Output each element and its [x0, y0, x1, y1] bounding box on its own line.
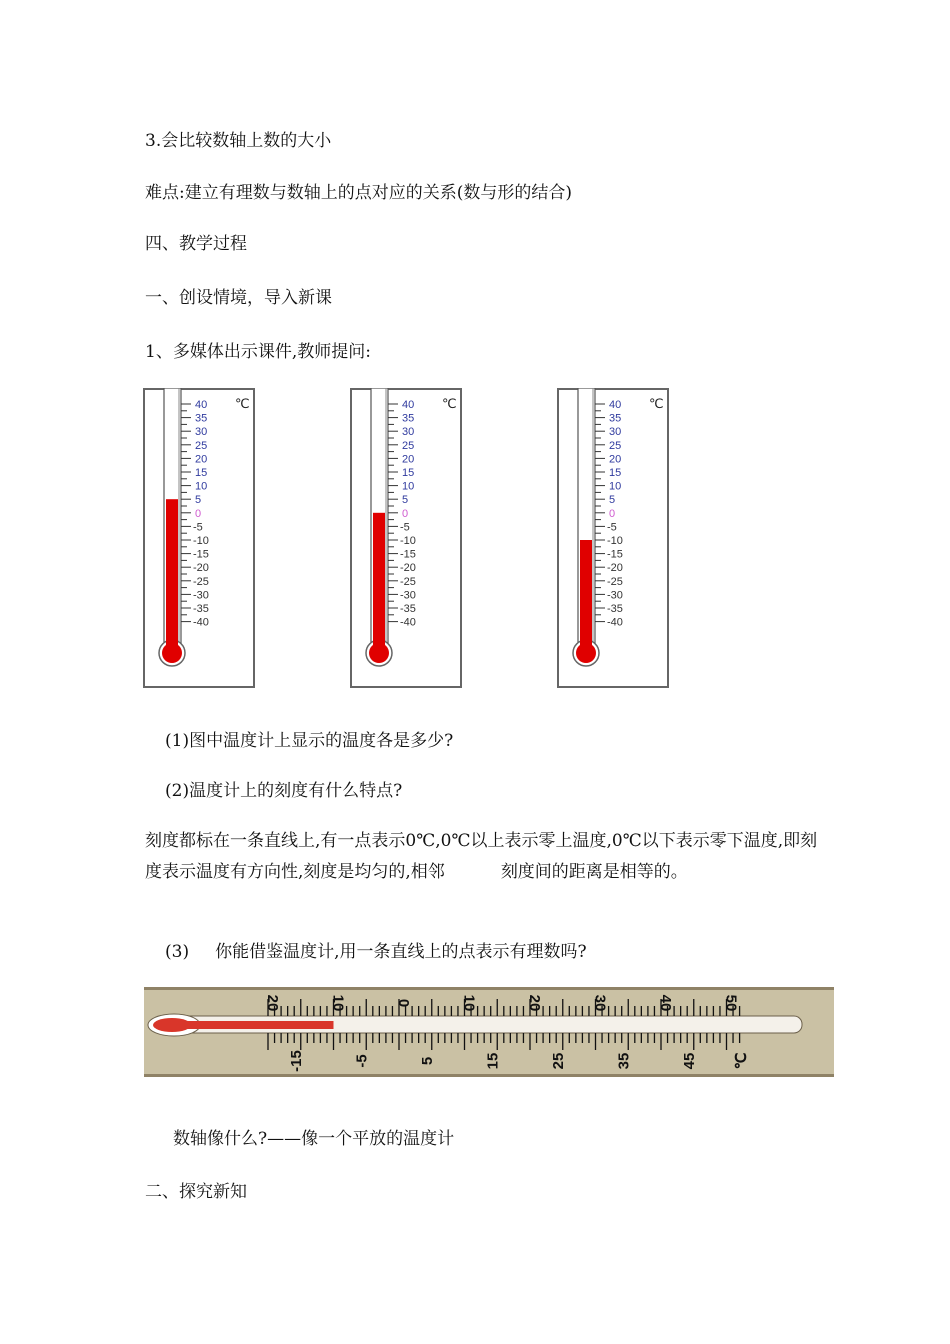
lower-scale-label: -15	[287, 1050, 305, 1072]
scale-label: -25	[193, 575, 209, 588]
thermometer-1	[143, 388, 256, 690]
scale-label: -30	[607, 589, 623, 602]
upper-scale-label: 20	[526, 994, 543, 1012]
number-line-analogy: 数轴像什么?——像一个平放的温度计	[173, 1129, 455, 1149]
scale-label: 30	[609, 426, 622, 439]
scale-label: -25	[400, 575, 416, 588]
scale-label: -20	[607, 562, 623, 575]
scale-label: 15	[609, 467, 622, 479]
thermometer-3	[557, 388, 670, 690]
unit-label: ℃	[442, 397, 457, 412]
scale-label: 35	[402, 412, 415, 425]
border-top	[144, 987, 834, 990]
scale-label: -35	[607, 603, 623, 615]
scale-label: -5	[193, 521, 203, 534]
thermometer-liquid-column	[373, 513, 385, 650]
scale-label: -10	[193, 535, 209, 547]
scale-label: 15	[195, 467, 208, 479]
lower-scale-label: ℃	[733, 1052, 751, 1070]
scale-label: 20	[609, 453, 622, 466]
part-heading-explore: 二、探究新知	[145, 1182, 247, 1202]
scale-label: -35	[193, 603, 209, 615]
liquid-column	[172, 1021, 334, 1029]
scale-label: 15	[402, 467, 415, 479]
scale-label: 25	[402, 439, 415, 452]
scale-label: 10	[609, 480, 622, 493]
scale-label: -5	[400, 521, 410, 534]
scale-label: -20	[193, 562, 209, 575]
upper-scale-label: 50	[722, 994, 740, 1012]
scale-label: 35	[609, 412, 622, 425]
upper-scale-label: 0	[395, 998, 412, 1008]
question-3-number: (3)	[165, 942, 190, 962]
objective-3: 3.会比较数轴上数的大小	[145, 131, 332, 151]
scale-label: -40	[400, 616, 416, 629]
scale-label: -10	[607, 535, 623, 547]
scale-label: -10	[400, 535, 416, 547]
scale-label: -5	[607, 521, 617, 534]
scale-label: 20	[402, 453, 415, 466]
scale-label: 20	[195, 453, 208, 466]
scale-label: -40	[193, 616, 209, 629]
scale-label: 5	[402, 494, 409, 507]
scale-label: -30	[193, 589, 209, 602]
scale-label: -35	[400, 603, 416, 615]
scale-label: 30	[195, 426, 208, 439]
question-2: (2)温度计上的刻度有什么特点?	[165, 781, 403, 801]
lower-scale-label: -5	[353, 1054, 371, 1068]
scale-label: 5	[195, 494, 202, 507]
section-heading-teaching-process: 四、教学过程	[145, 234, 247, 254]
scale-label: 40	[609, 399, 622, 411]
scale-label: 40	[402, 399, 415, 411]
scale-label: -15	[607, 548, 623, 561]
unit-label: ℃	[649, 397, 664, 412]
scale-label: 0	[195, 507, 202, 520]
scale-label: 35	[195, 412, 208, 425]
scale-label: 0	[609, 507, 616, 520]
answer-paragraph	[145, 826, 820, 888]
scale-label: 30	[402, 426, 415, 439]
unit-label: ℃	[235, 397, 250, 412]
question-3	[165, 942, 587, 962]
scale-label: -30	[400, 589, 416, 602]
question-1: (1)图中温度计上显示的温度各是多少?	[165, 731, 454, 751]
lower-scale-label: 35	[615, 1052, 633, 1070]
scale-label: -25	[607, 575, 623, 588]
difficulty-line: 难点:建立有理数与数轴上的点对应的关系(数与形的结合)	[145, 183, 572, 203]
thermometer-2	[350, 388, 463, 690]
scale-label: 25	[195, 439, 208, 452]
upper-scale-label: 40	[657, 994, 674, 1012]
lower-scale-label: 15	[484, 1052, 502, 1070]
scale-label: -20	[400, 562, 416, 575]
border-bottom	[144, 1074, 834, 1077]
question-3-text: 你能借鉴温度计,用一条直线上的点表示有理数吗?	[215, 942, 587, 962]
horizontal-thermometer	[144, 987, 834, 1077]
step-1-text: 1、多媒体出示课件,教师提问:	[145, 342, 371, 362]
answer-text-a: 刻度都标在一条直线上,有一点表示0℃,0℃以上表示零上温度,0℃以下表示零下温度,即刻度表示温度有方向性,刻度是均匀的,相邻	[145, 831, 818, 882]
upper-scale-label: 10	[329, 994, 347, 1012]
scale-label: 5	[609, 494, 616, 507]
part-heading-intro: 一、创设情境，导入新课	[145, 288, 332, 308]
scale-label: 25	[609, 439, 622, 452]
upper-scale-label: 30	[591, 994, 609, 1012]
lower-scale-label: 25	[549, 1052, 567, 1070]
scale-label: -15	[193, 548, 209, 561]
lower-scale-label: 45	[680, 1052, 698, 1070]
thermometer-liquid-column	[166, 499, 178, 650]
lower-scale-label: 5	[418, 1056, 436, 1066]
upper-scale-label: 10	[460, 994, 478, 1012]
scale-label: 40	[195, 399, 208, 411]
scale-label: -40	[607, 616, 623, 629]
thermometer-liquid-column	[580, 540, 592, 650]
answer-text-b: 刻度间的距离是相等的。	[500, 862, 688, 882]
scale-label: 0	[402, 507, 409, 520]
upper-scale-label: 20	[264, 994, 281, 1012]
scale-label: 10	[195, 480, 208, 493]
scale-label: -15	[400, 548, 416, 561]
scale-label: 10	[402, 480, 415, 493]
